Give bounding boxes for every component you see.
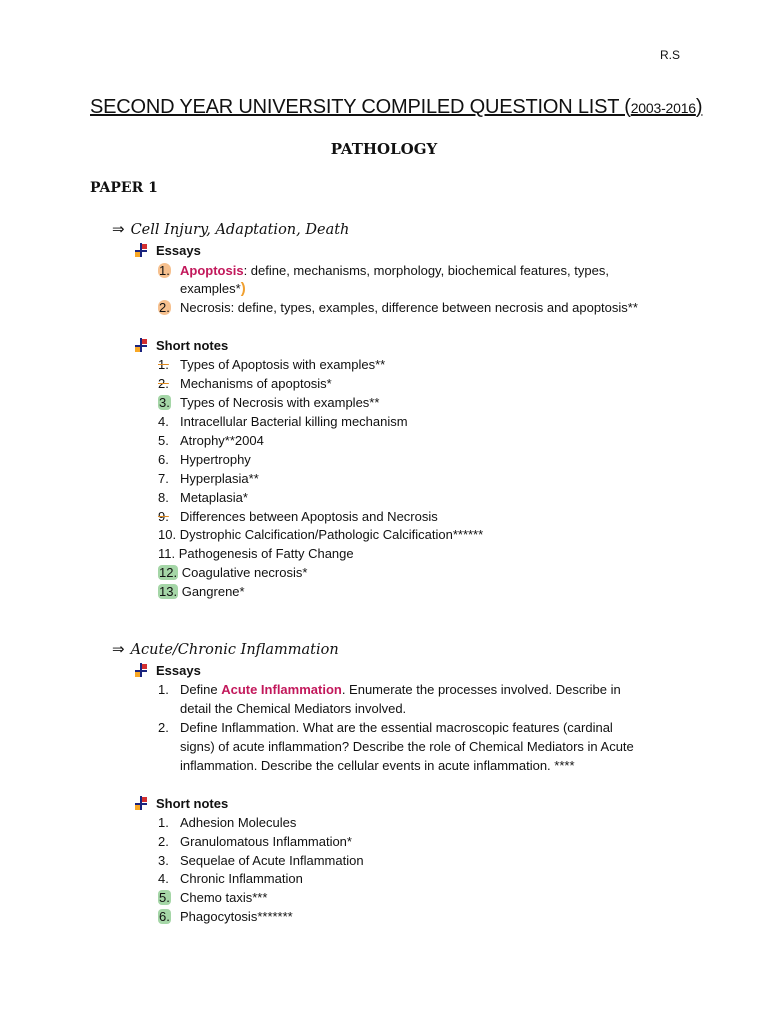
short-note-text: Atrophy**2004: [180, 433, 264, 448]
short-note-item: [158, 394, 379, 412]
essays-label: Essays: [156, 243, 201, 258]
short-note-text: Pathogenesis of Fatty Change: [178, 546, 354, 561]
essay-text-cont: examples*: [180, 281, 241, 296]
short-note-number: 6.: [159, 909, 170, 924]
page-title-years: 2003-2016: [630, 100, 696, 116]
short-note-number: 3.: [158, 853, 169, 868]
short-note-number: 5.: [159, 890, 170, 905]
essay-item: [158, 719, 613, 737]
short-note-item: [158, 470, 259, 488]
short-note-text: Metaplasia*: [180, 490, 248, 505]
short-note-number: 1.: [158, 357, 169, 372]
short-notes-label: Short notes: [156, 338, 229, 353]
short-note-item: [158, 451, 251, 469]
subject-heading: PATHOLOGY: [330, 140, 438, 158]
short-note-item: [158, 375, 332, 393]
pushpin-bullet-icon: [134, 663, 148, 677]
short-note-number: 4.: [158, 871, 169, 886]
author-initials: R.S: [660, 48, 681, 62]
short-note-number: 2.: [158, 376, 169, 391]
essay-item-continued: inflammation. Describe the cellular events in acute inflammation. ****: [180, 758, 575, 773]
pushpin-bullet-icon: [134, 796, 148, 810]
essay-pre: Define: [180, 682, 222, 697]
short-note-number: 9.: [158, 509, 169, 524]
short-note-text: Intracellular Bacterial killing mechanism: [180, 414, 408, 429]
essay-number: 2.: [158, 720, 169, 735]
short-note-text: Dystrophic Calcification/Pathologic Calcification******: [179, 527, 484, 542]
essay-number: 1.: [158, 682, 169, 697]
essay-text: Define Inflammation. What are the essential macroscopic features (cardinal: [180, 720, 613, 735]
short-note-text: Chronic Inflammation: [180, 871, 303, 886]
essay-item-continued: signs) of acute inflammation? Describe the role of Chemical Mediators in Acute: [180, 739, 634, 754]
short-note-text: Hypertrophy: [180, 452, 251, 467]
arrow-icon: ⇒: [112, 220, 125, 238]
essay-item: [158, 262, 609, 280]
essay-text: Necrosis: define, types, examples, difference between necrosis and apoptosis**: [180, 300, 638, 315]
short-note-number: 8.: [158, 490, 169, 505]
pen-mark: ): [240, 280, 246, 297]
short-note-item: [158, 870, 303, 888]
paper-heading: PAPER 1: [90, 180, 158, 196]
short-note-text: Types of Necrosis with examples**: [180, 395, 380, 410]
essays-heading: [134, 662, 201, 680]
essays-label: Essays: [156, 663, 201, 678]
essay-item-continued: [180, 280, 246, 298]
essay-number: 1.: [159, 263, 170, 278]
short-note-item: [158, 432, 264, 450]
short-note-number: 7.: [158, 471, 169, 486]
short-note-number: 6.: [158, 452, 169, 467]
short-note-text: Sequelae of Acute Inflammation: [180, 853, 364, 868]
short-note-item: [158, 413, 408, 431]
short-note-text: Differences between Apoptosis and Necrosis: [180, 509, 438, 524]
essays-heading: [134, 242, 201, 260]
short-note-text: Chemo taxis***: [180, 890, 268, 905]
short-note-item: [158, 889, 267, 907]
short-note-number: 12.: [159, 565, 178, 580]
short-notes-heading: [134, 337, 228, 355]
short-note-item: [158, 908, 293, 926]
essay-text: . Enumerate the processes involved. Describe in: [341, 682, 621, 697]
short-note-text: Gangrene*: [181, 584, 245, 599]
short-note-item: [158, 508, 438, 526]
arrow-icon: ⇒: [112, 640, 125, 658]
topic-title: Cell Injury, Adaptation, Death: [130, 222, 350, 238]
short-note-item: [158, 545, 354, 563]
essay-number: 2.: [159, 300, 170, 315]
page-title: [90, 96, 702, 119]
topic-heading-inflammation: [112, 640, 339, 658]
essay-text: : define, mechanisms, morphology, biochemical features, types,: [243, 263, 609, 278]
short-note-text: Phagocytosis*******: [180, 909, 293, 924]
page-title-main: SECOND YEAR UNIVERSITY COMPILED QUESTION LIST (: [90, 96, 631, 118]
short-note-text: Granulomatous Inflammation*: [180, 834, 352, 849]
short-note-item: [158, 814, 296, 832]
short-note-item: [158, 833, 352, 851]
short-note-number: 4.: [158, 414, 169, 429]
essay-item-continued: detail the Chemical Mediators involved.: [180, 701, 407, 716]
short-note-item: [158, 852, 364, 870]
short-note-item: [158, 526, 483, 544]
essay-term: Acute Inflammation: [221, 682, 342, 697]
short-note-number: 13.: [159, 584, 178, 599]
short-note-number: 11.: [158, 546, 176, 561]
page-title-close: ): [695, 96, 703, 118]
short-note-item: [158, 564, 307, 582]
short-note-item: [158, 489, 248, 507]
short-note-text: Coagulative necrosis*: [181, 565, 308, 580]
short-note-number: 10.: [158, 527, 177, 542]
pushpin-bullet-icon: [134, 243, 148, 257]
essay-term: Apoptosis: [180, 263, 244, 278]
short-note-number: 2.: [158, 834, 169, 849]
short-note-text: Mechanisms of apoptosis*: [180, 376, 332, 391]
essay-item: [158, 681, 621, 699]
short-note-text: Adhesion Molecules: [180, 815, 297, 830]
essay-item: [158, 299, 638, 317]
short-note-item: [158, 583, 245, 601]
short-note-text: Hyperplasia**: [180, 471, 259, 486]
short-note-text: Types of Apoptosis with examples**: [180, 357, 386, 372]
short-note-item: [158, 356, 385, 374]
short-note-number: 3.: [159, 395, 170, 410]
topic-heading-cell-injury: [112, 220, 349, 238]
topic-title: Acute/Chronic Inflammation: [130, 642, 339, 658]
short-note-number: 5.: [158, 433, 169, 448]
short-notes-label: Short notes: [156, 796, 229, 811]
short-note-number: 1.: [158, 815, 169, 830]
pushpin-bullet-icon: [134, 338, 148, 352]
short-notes-heading: [134, 795, 228, 813]
